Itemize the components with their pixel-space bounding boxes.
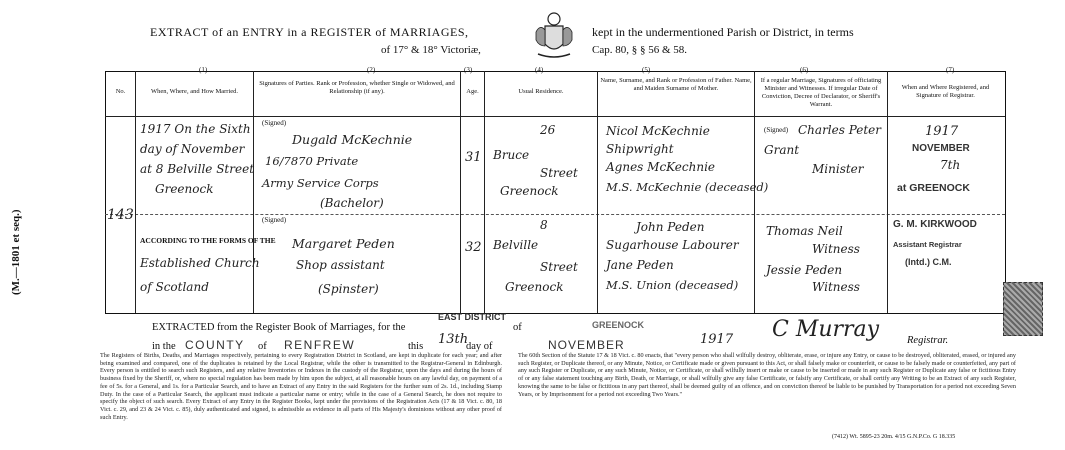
bride-residence-1: 8 xyxy=(540,218,548,232)
extract-this: this xyxy=(408,341,424,352)
col-header-no: No. xyxy=(115,88,126,95)
extract-year: 1917 xyxy=(700,332,734,347)
bride-signed-label: (Signed) xyxy=(262,216,287,224)
when-line-4: Greenock xyxy=(155,182,214,196)
extract-of-2: of xyxy=(258,341,267,352)
parish-stamp: GREENOCK xyxy=(592,320,645,330)
header-line2-left: of 17° & 18° Victoriæ, xyxy=(381,44,481,56)
minister-name: Charles Peter Grant xyxy=(764,123,882,157)
groom-corps: Army Service Corps xyxy=(262,176,379,190)
church-line-2: of Scotland xyxy=(140,280,209,294)
church-line-1: Established Church xyxy=(140,256,260,270)
bride-mother: Jane Peden xyxy=(606,258,674,272)
district-stamp: EAST DISTRICT xyxy=(438,312,507,322)
groom-signed-label: (Signed) xyxy=(262,119,287,127)
column-number: (4) xyxy=(535,66,544,74)
extract-text: EXTRACTED from the Register Book of Marriages, for the xyxy=(152,322,406,333)
header-line2-right: Cap. 80, § § 56 & 58. xyxy=(592,44,688,56)
royal-arms-icon xyxy=(528,10,580,62)
extract-month: NOVEMBER xyxy=(548,338,625,352)
col-header-age: Age. xyxy=(466,88,479,95)
col-header-signatures: Signatures of Parties. Rank or Profession, whether Single or Widowed, and Relationship (if any). xyxy=(259,80,455,95)
when-line-2: day of November xyxy=(140,142,245,156)
column-number: (7) xyxy=(946,66,955,74)
registered-year: 1917 xyxy=(925,124,959,139)
bride-status: (Spinster) xyxy=(318,282,379,296)
bride-father: John Peden xyxy=(636,220,705,234)
col-header-officiating: If a regular Marriage, Signatures of officiating Minister and Witnesses. If irregular Date of Conviction, Decree of Declarator, or Sheriff's Warrant. xyxy=(760,77,882,108)
extract-in-the: in the xyxy=(152,341,176,352)
registrar-name: G. M. KIRKWOOD xyxy=(893,219,977,230)
bride-father-occupation: Sugarhouse Labourer xyxy=(606,238,739,252)
registrar-signature: C Murray xyxy=(772,317,880,342)
extract-of-1: of xyxy=(513,322,522,333)
registrar-initials: (Intd.) C.M. xyxy=(905,257,952,267)
col-header-parents: Name, Surname, and Rank or Profession of Father. Name, and Maiden Surname of Mother. xyxy=(600,77,752,92)
extract-day: 13th xyxy=(438,332,469,347)
bride-name: Margaret Peden xyxy=(292,236,395,251)
col-header-when-where: When, Where, and How Married. xyxy=(150,88,239,95)
groom-status: (Bachelor) xyxy=(320,196,384,210)
when-line-1: 1917 On the Sixth xyxy=(140,122,251,136)
bride-residence-3: Street xyxy=(540,260,578,274)
groom-rank: 16/7870 Private xyxy=(265,154,359,168)
registered-day: 7th xyxy=(940,158,961,172)
print-code: (7412) Wt. 5895-23 20m. 4/15 G.N.P.Co. G 18.335 xyxy=(832,434,956,440)
minister-role: Minister xyxy=(812,162,864,176)
bride-age: 32 xyxy=(465,240,482,255)
groom-residence-4: Greenock xyxy=(500,184,559,198)
column-number: (3) xyxy=(464,66,473,74)
groom-residence-1: 26 xyxy=(540,123,556,137)
groom-father: Nicol McKechnie xyxy=(606,124,710,138)
revenue-stamp-icon xyxy=(1003,282,1043,336)
col-header-registered: When and Where Registered, and Signature of Registrar. xyxy=(901,84,990,99)
bride-mother-maiden: M.S. Union (deceased) xyxy=(606,278,739,292)
header-line1-left: EXTRACT of an ENTRY in a REGISTER of MARRIAGES, xyxy=(150,25,469,39)
groom-mother-maiden: M.S. McKechnie (deceased) xyxy=(606,180,769,194)
witness2-role: Witness xyxy=(812,280,860,294)
county-word: COUNTY xyxy=(185,338,245,352)
bride-residence-4: Greenock xyxy=(505,280,564,294)
column-number: (2) xyxy=(367,66,376,74)
column-number: (5) xyxy=(642,66,651,74)
witness2-name: Jessie Peden xyxy=(766,263,843,277)
col-header-residence: Usual Residence. xyxy=(518,88,564,95)
groom-residence-2: Bruce xyxy=(493,148,530,162)
groom-name: Dugald McKechnie xyxy=(292,132,413,147)
footer-left-text: The Registers of Births, Deaths, and Marriages respectively, pertaining to every Registration District in Scotland, are kept in duplicate for each year; and after being examined and compared, one of the duplicates is retained by the Local Registrar, while the other is transmitted to the Registrar-General in Edinburgh. Every person is entitled to search such Registers, and any relative Inventories or Indexes in the custody of the Registrar, upon the days and during the hours of business fixed by the Sheriff, or, where no special regulation has been made by him upon the subject, at all reasonable hours on any lawful day, on payment of a fee of 5s. for a General, and 1s. for a Particular Search, and to have an Extract of any Entry in the said Registers for the further sum of 2s. 1d., including Stamp Duty. In the case of a Particular Search, the applicant must indicate a particular name or entry; while in the case of a General Search, he does not require to specify the object of such search. Every Extract of any Entry in the Register Books, kept under the provisions of the Registration Acts (17 & 18 Vict. c. 80, 18 Vict. c. 29, and 23 & 24 Vict. c. 85), duly authenticated and signed, is admissible as evidence in all parts of His Majesty's dominions without any other proof of such Entry. xyxy=(100,352,502,421)
when-line-3: at 8 Belville Street xyxy=(140,162,255,176)
forms-label: ACCORDING TO THE FORMS OF THE xyxy=(140,236,276,245)
footer-right-text: The 60th Section of the Statute 17 & 18 Vict. c. 80 enacts, that "every person who shall wilfully destroy, obliterate, erase, or injure any Entry, or cause to be destroyed, obliterated, erased, or injured any such Register, or Duplicate thereof, or any Minute, Notice, or Certificate made or given pursuant to this Act, or shall falsely make or counterfeit, or cause to be falsely made or counterfeited, any part of any such Register or Duplicate, or any such Minute, Notice, or Certificate, or shall wilfully insert or make or cause to be inserted or made in any such Register or Duplicate any false or fictitious Entry of or any false statement touching any Birth, Death, or Marriage, or shall wilfully give any false Certificate, or falsify any Certificate, or shall certify any Writing to be an Extract of any such Register, knowing the same to be false or fictitious in any part thereof, shall be deemed guilty of an offence, and on conviction thereof be liable to be punished by Transportation for a period not exceeding Seven Years, or by Imprisonment for a period not exceeding Two Years." xyxy=(518,352,1016,398)
column-number: (1) xyxy=(199,66,208,74)
county-name: RENFREW xyxy=(284,338,356,352)
witness1-role: Witness xyxy=(812,242,860,256)
registered-month: NOVEMBER xyxy=(912,143,970,154)
side-reference: (M.—1801 et seq.) xyxy=(10,209,22,295)
registrar-label: Registrar. xyxy=(907,335,949,346)
witness1-name: Thomas Neil xyxy=(766,224,843,238)
groom-age: 31 xyxy=(465,150,482,165)
groom-residence-3: Street xyxy=(540,166,578,180)
bride-residence-2: Belville xyxy=(493,238,539,252)
header-line1-right: kept in the undermentioned Parish or District, in terms xyxy=(592,25,854,39)
assistant-registrar: Assistant Registrar xyxy=(893,240,962,249)
registered-place: at GREENOCK xyxy=(897,182,970,194)
entry-number: 143 xyxy=(107,207,134,223)
groom-mother: Agnes McKechnie xyxy=(606,160,716,174)
extract-day-of: day of xyxy=(466,341,493,352)
officiating-signed-label: (Signed) xyxy=(764,126,789,134)
groom-father-occupation: Shipwright xyxy=(606,142,674,156)
bride-occupation: Shop assistant xyxy=(296,258,385,272)
column-number: (6) xyxy=(800,66,809,74)
